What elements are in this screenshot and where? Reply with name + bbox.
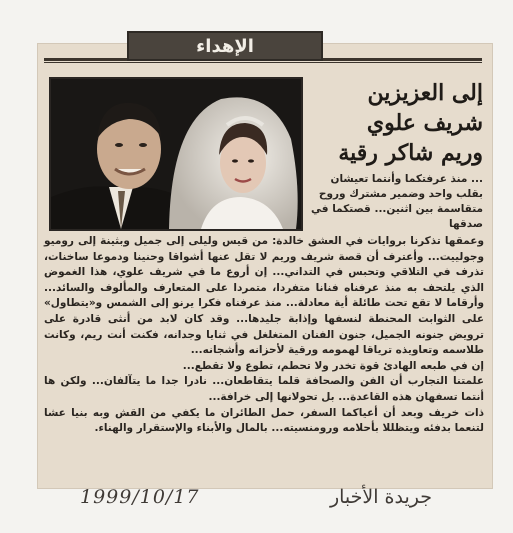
article-body <box>44 234 484 437</box>
couple-photo-image <box>51 79 301 229</box>
body-paragraph: إن في طبعه الهادئ قوة تخدر ولا تحطم، تطوع ولا تقطع... <box>182 359 484 372</box>
lead-paragraph: ... منذ عرفتكما وأنتما تعيشان بقلب واحد وضمير مشترك وروح متقاسمة بين اثنين... قصتكما في صدقها <box>311 173 483 230</box>
headline-line-1: إلى العزيزين <box>367 80 483 106</box>
body-paragraph: ذات خريف وبعد أن أعياكما السفر، حمل الطائران ما يكفي من القش وبه بنيا عشا لتنعما بدفئه ويتظللا بأحلامه ورومنسيته... بالمال والأبناء والإستقرار والهناء. <box>44 406 484 435</box>
body-paragraph: وعمقها تذكرنا بروايات في العشق خالدة: من قيس وليلى إلى جميل وبثينة إلى روميو وجولييت... وأعترف أن قصة شريف وريم لا تقل عنها أشواقا وحنينا ودموعا ساخنات، تذرف في التلاقي وتحبس في التداني... إن أروع ما في شريف علوي، هذا الغموض الذي يلتحف به منذ عرفناه فنانا متفردا، متمردا على المتعارف والمألوف والسائد... وأرقاما لا تقع تحت طائلة أية معادلة... منذ عرفناه فكرا يرنو إلى الشمس و«يتطاول» على الثوابت المحنطة لنسفها وإذابة جليدها... وقد كان لابد من أنثى قادرة على ترويض جنونه الجميل، جنون الفنان المتغلغل في ثنايا وجدانه، فكنت أنت ريم، وكانت طلاسمه وتعاويذه ترياقا لهمومه ورقية لأحزانه وأشجانه... <box>44 235 484 357</box>
headline-line-2: شريف علوي <box>366 110 483 136</box>
section-header <box>127 31 323 61</box>
headline-line-3: وريم شاكر رقية <box>338 140 483 166</box>
top-rule-thin <box>44 62 482 63</box>
handwritten-date: 1999/10/17 <box>80 486 200 508</box>
section-header-label: الإهداء <box>196 35 254 57</box>
body-paragraph: علمتنا التجارب أن الفن والصحافة قلما يتقاطعان... نادرا جدا ما يتآلفان... ولكن ها أنتما تسفهان هذه القاعدة... بل تحولانها إلى خرافة... <box>44 375 484 403</box>
handwritten-source: جريدة الأخبار <box>329 486 432 508</box>
headline <box>303 78 483 168</box>
couple-photo <box>49 77 303 231</box>
